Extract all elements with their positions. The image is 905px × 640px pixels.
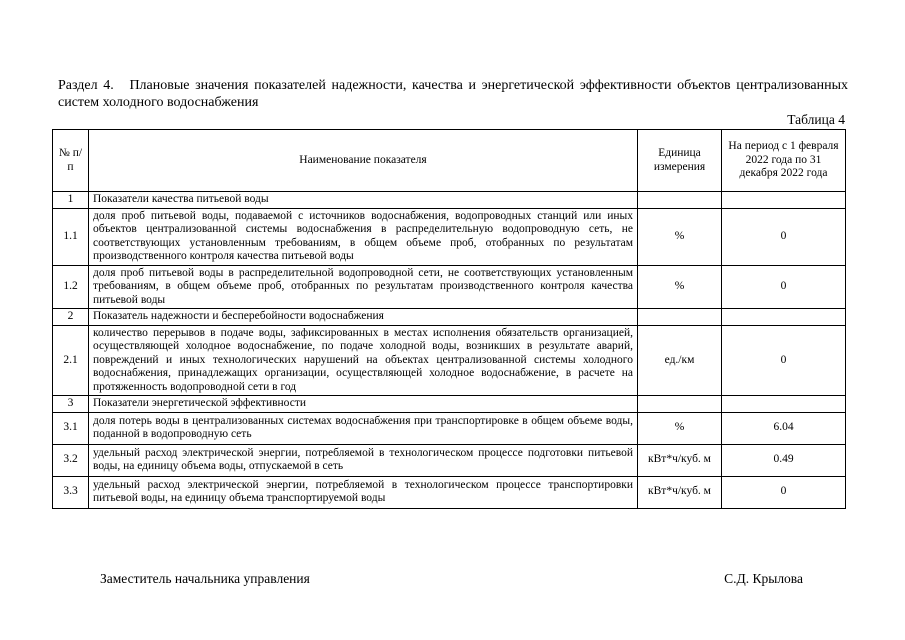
row-unit: % [638, 265, 722, 309]
row-value: 0.49 [722, 444, 846, 476]
row-name: Показатель надежности и бесперебойности водоснабжения [89, 309, 638, 326]
row-unit: ед./км [638, 325, 722, 396]
row-num: 2.1 [53, 325, 89, 396]
row-num: 3 [53, 396, 89, 413]
row-name: доля потерь воды в централизованных системах водоснабжения при транспортировке в общем объеме воды, поданной в водопроводную сеть [89, 412, 638, 444]
row-num: 3.3 [53, 476, 89, 508]
table-row [53, 396, 846, 413]
row-num: 3.1 [53, 412, 89, 444]
row-unit [638, 192, 722, 209]
header-unit: Единица измерения [638, 130, 722, 192]
header-name: Наименование показателя [89, 130, 638, 192]
row-value: 0 [722, 208, 846, 265]
table-row [53, 192, 846, 209]
header-period: На период с 1 февраля 2022 года по 31 декабря 2022 года [722, 130, 846, 192]
section-heading [58, 77, 848, 111]
table-row [53, 476, 846, 508]
row-unit: % [638, 208, 722, 265]
row-num: 2 [53, 309, 89, 326]
table-header-row [53, 130, 846, 192]
row-num: 1.2 [53, 265, 89, 309]
row-unit: кВт*ч/куб. м [638, 444, 722, 476]
row-name: удельный расход электрической энергии, потребляемой в технологическом процессе транспортировки питьевой воды, на единицу объема транспортируемой воды [89, 476, 638, 508]
row-num: 1 [53, 192, 89, 209]
section-title: Плановые значения показателей надежности, качества и энергетической эффективности объектов централизованных систем холодного водоснабжения [58, 78, 849, 110]
row-value [722, 309, 846, 326]
table-row [53, 265, 846, 309]
row-value [722, 396, 846, 413]
row-num: 3.2 [53, 444, 89, 476]
row-value: 6.04 [722, 412, 846, 444]
indicators-table [52, 129, 846, 509]
row-num: 1.1 [53, 208, 89, 265]
header-num: № п/п [53, 130, 89, 192]
row-name: Показатели энергетической эффективности [89, 396, 638, 413]
row-unit [638, 309, 722, 326]
row-name: Показатели качества питьевой воды [89, 192, 638, 209]
table-row [53, 309, 846, 326]
section-number: Раздел 4. [58, 78, 114, 93]
row-value: 0 [722, 265, 846, 309]
row-unit [638, 396, 722, 413]
table-row [53, 208, 846, 265]
row-name: количество перерывов в подаче воды, зафиксированных в местах исполнения обязательств организацией, осуществляющей холодное водоснабжение, по подаче холодной воды, возникших в результате аварий, повреждений и иных технологических нарушений на объектах централизованной системы холодного водоснабжения, принадлежащих организации, осуществляющей холодное водоснабжение, в расчете на протяженность водопроводной сети в год [89, 325, 638, 396]
table-row [53, 325, 846, 396]
table-row [53, 444, 846, 476]
row-name: доля проб питьевой воды в распределительной водопроводной сети, не соответствующих установленным требованиям, в общем объеме проб, отобранных по результатам производственного контроля качества питьевой воды [89, 265, 638, 309]
row-name: доля проб питьевой воды, подаваемой с источников водоснабжения, водопроводных станций или иных объектов централизованной системы водоснабжения в распределительную водопроводную сеть, не соответствующих установленным требованиям, в общем объеме проб, отобранных по результатам производственного контроля качества питьевой воды [89, 208, 638, 265]
row-value: 0 [722, 476, 846, 508]
signatory-position: Заместитель начальника управления [100, 571, 310, 586]
row-name: удельный расход электрической энергии, потребляемой в технологическом процессе подготовки питьевой воды, на единицу объема воды, отпускаемой в сеть [89, 444, 638, 476]
table-caption: Таблица 4 [787, 112, 845, 127]
row-value [722, 192, 846, 209]
row-value: 0 [722, 325, 846, 396]
table-row [53, 412, 846, 444]
row-unit: кВт*ч/куб. м [638, 476, 722, 508]
row-unit: % [638, 412, 722, 444]
signatory-name: С.Д. Крылова [724, 571, 803, 586]
